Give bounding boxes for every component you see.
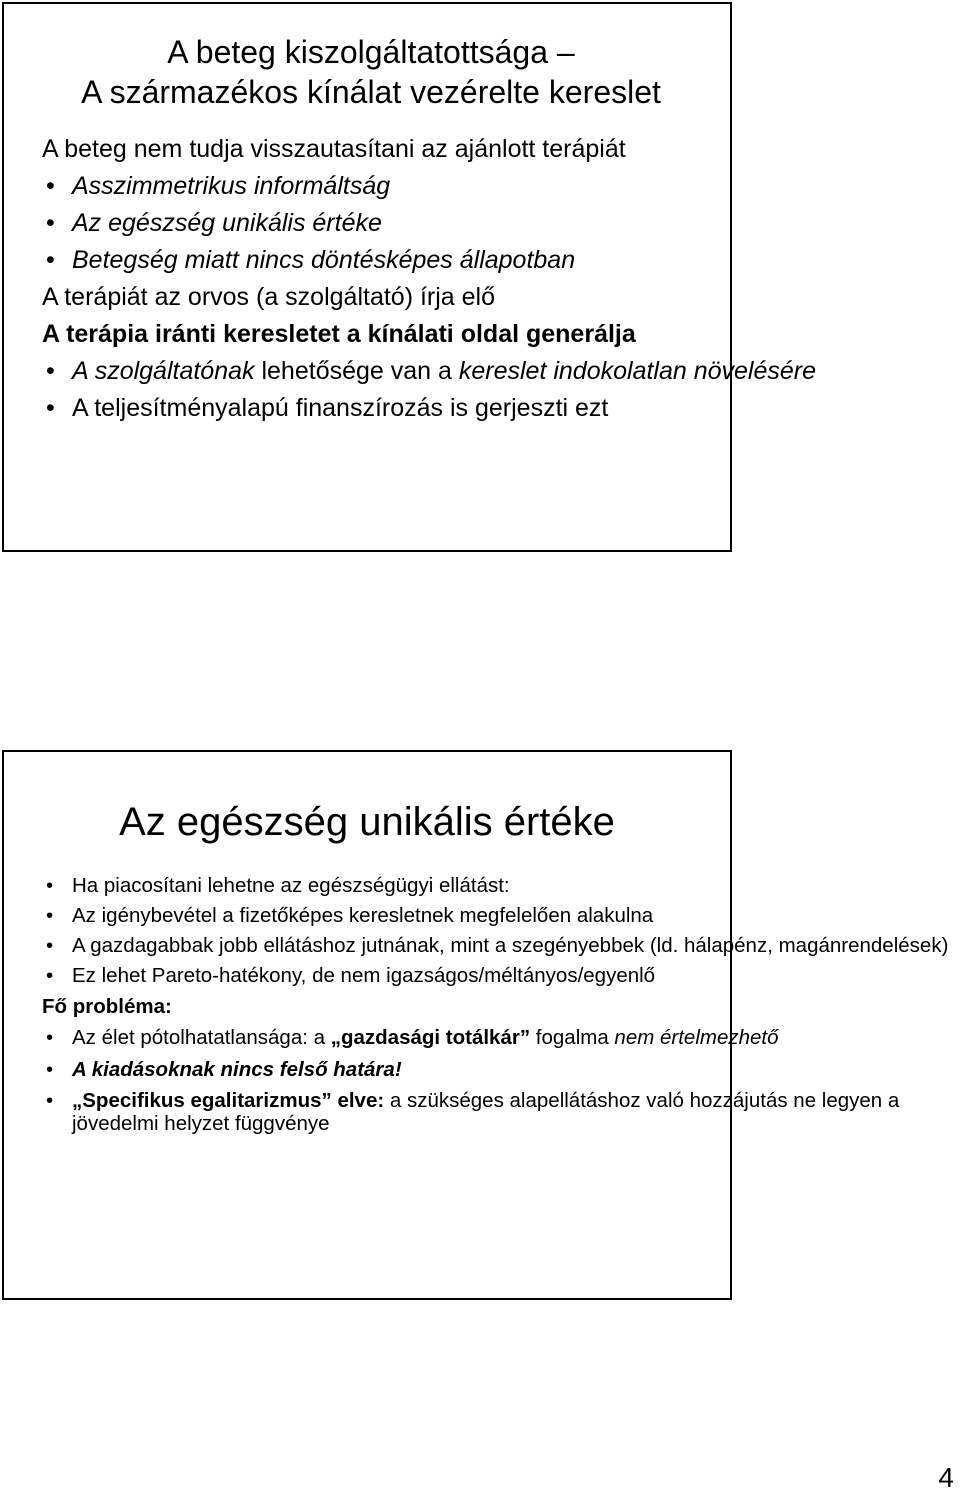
- slide-2-bullet-6: • A kiadásoknak nincs felső határa!: [42, 1058, 950, 1081]
- slide-1-title: [4, 4, 730, 112]
- slide-2-bullet-7-part-1: „Specifikus egalitarizmus” elve:: [72, 1089, 385, 1112]
- slide-2-bullet-5: [42, 1026, 950, 1049]
- slide-2-bullet-5-part-1: Az élet pótolhatatlansága: a: [72, 1026, 331, 1049]
- slide-2-bullet-7-part-2: a szükséges alapellátáshoz való hozzájutás ne legyen a jövedelmi helyzet függvénye: [72, 1089, 900, 1135]
- slide-1-bullet-2: • Az egészség unikális értéke: [42, 208, 950, 238]
- slide-1-paragraph-3: A terápia iránti keresletet a kínálati oldal generálja: [42, 320, 636, 348]
- slide-1-title-line-2: A származékos kínálat vezérelte kereslet: [81, 74, 661, 110]
- slide-2-body: [42, 874, 950, 1135]
- slide-2-bullet-3: • A gazdagabbak jobb ellátáshoz jutnának, mint a szegényebbek (ld. hálapénz, magánrendelések): [42, 934, 950, 957]
- slide-2-bullet-2: • Az igénybevétel a fizetőképes keresletnek megfelelően alakulna: [42, 904, 950, 927]
- slide-2-bullet-4: • Ez lehet Pareto-hatékony, de nem igazságos/méltányos/egyenlő: [42, 964, 950, 987]
- slide-1-paragraph-2: A terápiát az orvos (a szolgáltató) írja elő: [42, 283, 496, 311]
- slide-1-bullet-3: • Betegség miatt nincs döntésképes állapotban: [42, 245, 950, 275]
- slide-1-bullet-4-part-3: kereslet indokolatlan növelésére: [458, 357, 817, 385]
- slide-2-bullet-5-part-2: „gazdasági totálkár”: [330, 1026, 531, 1049]
- slide-1-bullet-5: • A teljesítményalapú finanszírozás is gerjeszti ezt: [42, 393, 950, 423]
- slide-2-bullet-5-part-4: nem értelmezhető: [614, 1026, 779, 1049]
- slide-2-bullet-1: • Ha piacosítani lehetne az egészségügyi ellátást:: [42, 874, 950, 897]
- slide-1-bullet-4-part-1: A szolgáltatónak: [72, 357, 255, 385]
- slide-1-paragraph-1: A beteg nem tudja visszautasítani az ajánlott terápiát: [42, 135, 626, 163]
- slide-1-bullet-1: • Asszimmetrikus informáltság: [42, 171, 950, 201]
- slide-1-title-line-1: A beteg kiszolgáltatottsága –: [167, 34, 575, 70]
- slide-2-bullet-7: [42, 1089, 950, 1135]
- slide-1-bullet-4: [42, 356, 950, 386]
- slide-2-paragraph-1: Fő probléma:: [42, 995, 172, 1018]
- slide-1-body: [42, 134, 950, 423]
- slide-1-bullet-4-part-2: lehetősége van a: [254, 357, 459, 385]
- page-number: 4: [938, 1462, 954, 1493]
- slide-2-title: Az egészség unikális értéke: [119, 800, 615, 844]
- slide-2-bullet-5-part-3: fogalma: [530, 1026, 615, 1049]
